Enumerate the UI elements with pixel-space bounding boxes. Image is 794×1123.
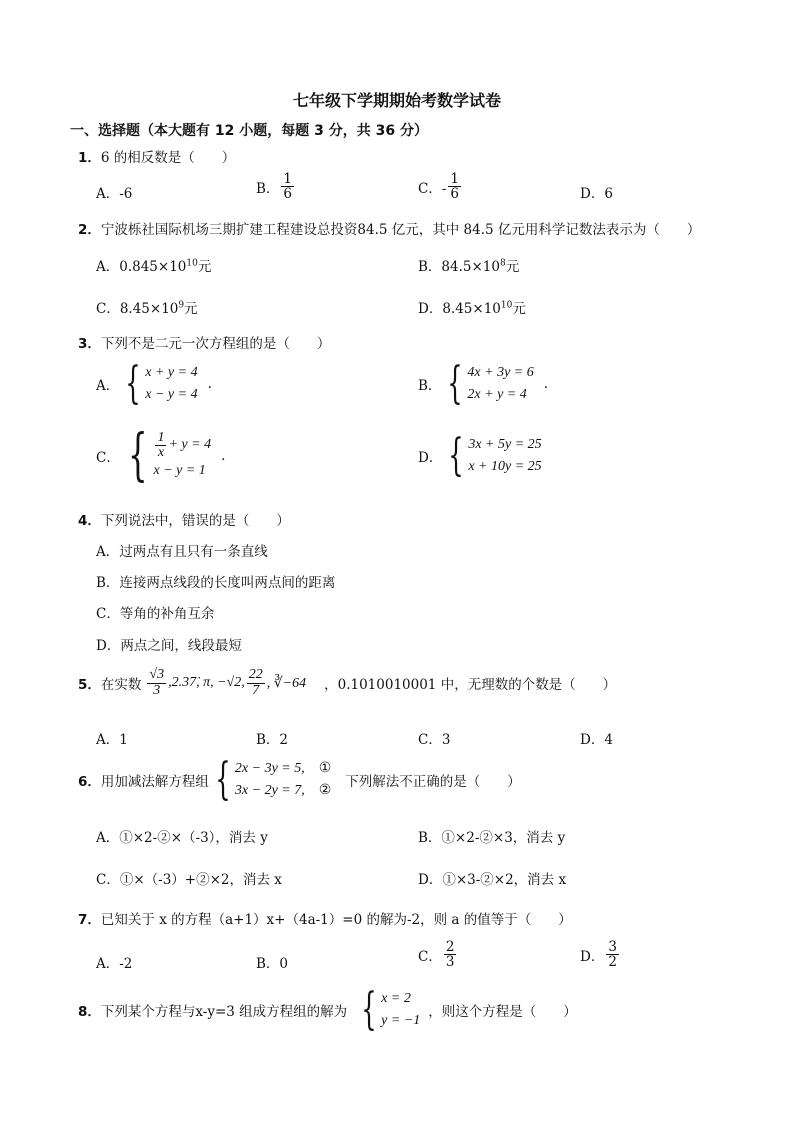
fraction bbox=[448, 172, 461, 201]
option-text: D．8.45×10 bbox=[418, 301, 501, 317]
q7-option-b: B．0 bbox=[256, 956, 289, 972]
fraction bbox=[606, 940, 619, 969]
question-text: 用加减法解方程组 bbox=[100, 774, 209, 790]
number-list: ,2.37̇, π, −√2, bbox=[168, 675, 245, 691]
question-number: 3． bbox=[78, 336, 101, 352]
option-text: A．0.845×10 bbox=[96, 259, 187, 275]
brace-icon: { bbox=[361, 984, 377, 1035]
numerator: 22 bbox=[248, 667, 263, 682]
exponent: 10 bbox=[500, 300, 513, 311]
q6-option-a: A．①×2-②×（-3），消去 y bbox=[96, 830, 268, 846]
fraction bbox=[281, 172, 294, 201]
denominator: 6 bbox=[450, 186, 459, 203]
denominator: 3 bbox=[445, 954, 455, 971]
option-label: C． bbox=[96, 450, 120, 466]
period: . bbox=[221, 448, 226, 464]
page-title: 七年级下学期期始考数学试卷 bbox=[292, 91, 501, 110]
q1-option-a: A．-6 bbox=[96, 186, 133, 202]
equation-system bbox=[120, 423, 212, 488]
question-text: ，0.1010010001 中，无理数的个数是（ ） bbox=[324, 677, 617, 694]
q3-option-d bbox=[418, 430, 542, 481]
option-text: C．8.45×10 bbox=[96, 301, 179, 317]
denominator: 2 bbox=[608, 954, 617, 971]
q3-option-c bbox=[96, 423, 226, 488]
question-7 bbox=[78, 908, 572, 928]
option-label: A． bbox=[96, 378, 120, 394]
equation: 4x + 3y = 6 bbox=[467, 365, 534, 380]
numerator: 1 bbox=[450, 171, 459, 187]
question-6 bbox=[78, 754, 521, 805]
question-text: ，则这个方程是（ ） bbox=[428, 1004, 577, 1020]
question-number: 8． bbox=[78, 1004, 101, 1020]
equation: x + 10y = 25 bbox=[468, 459, 542, 474]
circled-one-icon: ① bbox=[318, 761, 332, 776]
q7-option-c bbox=[418, 940, 458, 969]
question-number: 5． bbox=[78, 677, 101, 694]
brace-icon: { bbox=[447, 358, 464, 409]
equation: 3x + 5y = 25 bbox=[468, 437, 542, 452]
q2-option-a bbox=[96, 255, 211, 275]
q1-option-d: D．6 bbox=[580, 186, 613, 202]
equation-system bbox=[119, 358, 198, 409]
numerator: 3 bbox=[608, 939, 617, 955]
fraction bbox=[155, 431, 166, 460]
exponent: 10 bbox=[186, 258, 198, 269]
fraction bbox=[444, 940, 457, 969]
fraction bbox=[147, 668, 166, 698]
q7-option-d bbox=[580, 940, 621, 969]
equation-system bbox=[441, 358, 534, 409]
denominator: 6 bbox=[283, 186, 293, 203]
q1-option-c bbox=[418, 172, 463, 201]
q5-option-a: A．1 bbox=[96, 732, 128, 748]
cube-root: , ∛−64 bbox=[266, 675, 307, 691]
q1-option-b bbox=[256, 172, 296, 201]
equation: x − y = 4 bbox=[145, 387, 198, 402]
equation: 3x − 2y = 7, bbox=[234, 783, 305, 798]
option-label: B． bbox=[418, 378, 442, 394]
q6-option-b: B．①×2-②×3，消去 y bbox=[418, 830, 566, 846]
q7-option-a: A．-2 bbox=[96, 956, 133, 972]
question-number: 1． bbox=[78, 150, 101, 166]
question-3 bbox=[78, 332, 330, 352]
q6-option-d: D．①×3-②×2，消去 x bbox=[418, 872, 567, 888]
section-heading: 一、选择题（本大题有 12 小题，每题 3 分，共 36 分） bbox=[70, 123, 428, 139]
question-text: 下列说法中，错误的是（ ） bbox=[100, 513, 290, 529]
question-text: 已知关于 x 的方程（a+1）x+（4a-1）=0 的解为-2，则 a 的值等于（ ） bbox=[100, 912, 572, 928]
q4-option-c: C．等角的补角互余 bbox=[96, 606, 215, 622]
option-text: B．84.5×10 bbox=[418, 259, 500, 275]
question-1 bbox=[78, 146, 235, 166]
equation-system bbox=[355, 984, 421, 1035]
equation: x = 2 bbox=[381, 991, 411, 1006]
question-4 bbox=[78, 509, 290, 529]
question-number: 4． bbox=[78, 513, 101, 529]
equation: 2x + y = 4 bbox=[467, 387, 527, 402]
brace-icon: { bbox=[448, 430, 465, 481]
numerator: 2 bbox=[445, 939, 455, 955]
question-text: 下列解法不正确的是（ ） bbox=[345, 774, 521, 790]
equation: 2x − 3y = 5, bbox=[234, 761, 305, 776]
brace-icon: { bbox=[215, 754, 231, 805]
q2-option-d bbox=[418, 297, 526, 317]
period: . bbox=[207, 376, 212, 392]
unit: 元 bbox=[184, 301, 198, 317]
equation: x − y = 1 bbox=[153, 462, 206, 478]
question-text: 宁波栎社国际机场三期扩建工程建设总投资84.5 亿元，其中 84.5 亿元用科学记数法表示为（ ） bbox=[100, 222, 701, 238]
question-text: 在实数 bbox=[100, 677, 142, 694]
question-number: 6． bbox=[78, 774, 101, 790]
q6-option-c: C．①×（-3）+②×2，消去 x bbox=[96, 872, 282, 888]
brace-icon: { bbox=[127, 423, 148, 488]
unit: 元 bbox=[505, 259, 520, 275]
option-label: C．- bbox=[418, 180, 447, 197]
q3-option-a bbox=[96, 358, 212, 409]
denominator: 7 bbox=[252, 682, 260, 698]
q4-option-d: D．两点之间，线段最短 bbox=[96, 638, 242, 654]
question-5 bbox=[78, 668, 616, 698]
equation: y = −1 bbox=[381, 1013, 421, 1028]
equation-system bbox=[442, 430, 542, 481]
unit: 元 bbox=[512, 301, 526, 317]
question-text: 下列某个方程与x-y=3 组成方程组的解为 bbox=[100, 1004, 348, 1020]
numerator: 1 bbox=[157, 429, 165, 445]
fraction bbox=[247, 668, 265, 698]
q5-option-c: C．3 bbox=[418, 732, 451, 748]
question-8 bbox=[78, 984, 577, 1035]
question-number: 7． bbox=[78, 912, 101, 928]
circled-two-icon: ② bbox=[318, 783, 332, 798]
q5-option-d: D．4 bbox=[580, 732, 613, 748]
q2-option-b bbox=[418, 255, 519, 275]
q4-option-a: A．过两点有且只有一条直线 bbox=[96, 544, 268, 560]
numerator: √3 bbox=[149, 667, 165, 682]
period: . bbox=[543, 376, 549, 392]
q5-option-b: B．2 bbox=[256, 732, 289, 748]
question-text: 下列不是二元一次方程组的是（ ） bbox=[100, 336, 331, 352]
denominator: 3 bbox=[153, 682, 161, 698]
exponent: 9 bbox=[178, 300, 185, 311]
denominator: x bbox=[157, 444, 165, 460]
q3-option-b bbox=[418, 358, 549, 409]
brace-icon: { bbox=[125, 358, 141, 409]
option-label: B． bbox=[256, 180, 280, 197]
equation: x + y = 4 bbox=[145, 365, 198, 380]
option-label: D． bbox=[580, 948, 605, 965]
question-text: 6 的相反数是（ ） bbox=[100, 150, 236, 166]
question-number: 2． bbox=[78, 222, 101, 238]
exponent: 8 bbox=[499, 258, 506, 269]
q2-option-c bbox=[96, 297, 198, 317]
q4-option-b: B．连接两点线段的长度叫两点间的距离 bbox=[96, 575, 336, 591]
equation-system bbox=[209, 754, 332, 805]
question-2 bbox=[78, 218, 700, 238]
equation: + y = 4 bbox=[168, 437, 212, 452]
option-label: C． bbox=[418, 948, 442, 965]
numerator: 1 bbox=[283, 171, 293, 187]
unit: 元 bbox=[197, 259, 212, 275]
option-label: D． bbox=[418, 450, 443, 466]
